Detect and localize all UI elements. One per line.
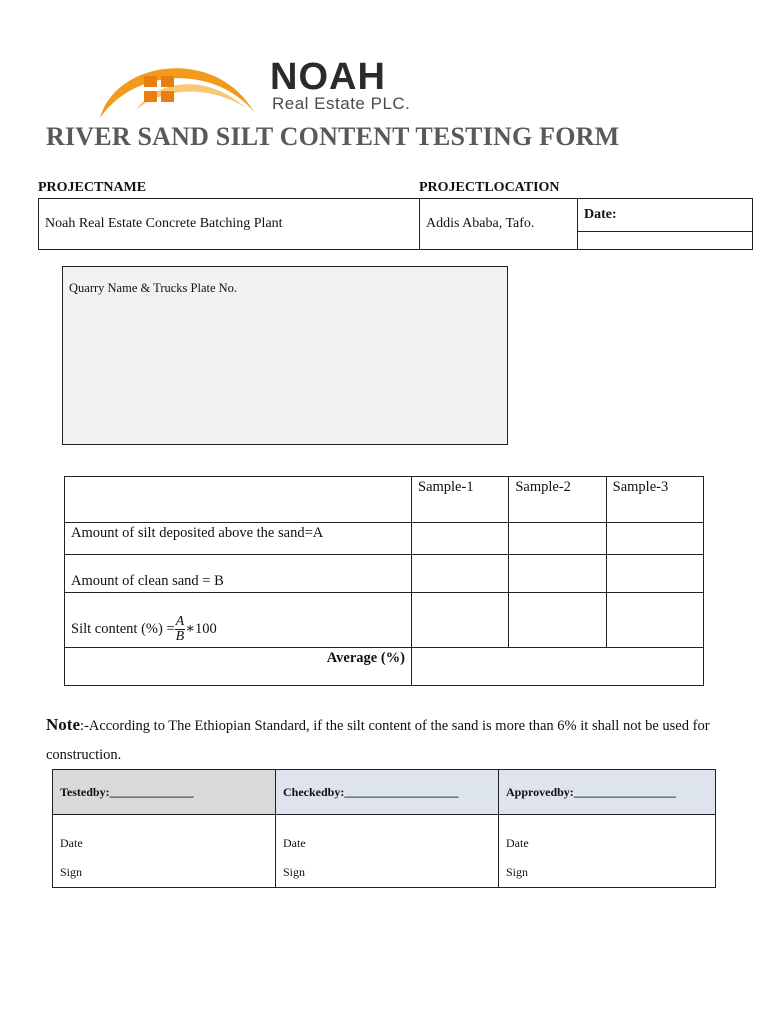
project-name-value[interactable]: Noah Real Estate Concrete Batching Plant [39, 199, 420, 250]
project-info-table [38, 198, 753, 250]
form-title: RIVER SAND SILT CONTENT TESTING FORM [46, 122, 620, 151]
project-name-label: PROJECTNAME [38, 180, 147, 195]
header-blank-cell [65, 477, 412, 523]
date-label: Date [283, 836, 306, 850]
average-value-cell[interactable] [412, 648, 704, 686]
quarry-label: Quarry Name & Trucks Plate No. [69, 281, 238, 295]
sample-cell[interactable] [509, 593, 606, 648]
approved-by-field[interactable]: Approvedby:_________________ [499, 770, 716, 815]
row-label-clean-sand: Amount of clean sand = B [65, 555, 412, 593]
note-paragraph [46, 710, 736, 770]
note-text: :-According to The Ethiopian Standard, if the silt content of the sand is more than 6% it shall not be used for construction. [46, 718, 710, 763]
date-label: Date [506, 836, 529, 850]
sample-cell[interactable] [509, 523, 606, 555]
sample-cell[interactable] [412, 523, 509, 555]
sample-cell[interactable] [509, 555, 606, 593]
silt-content-suffix: ∗100 [185, 620, 217, 637]
sample-cell[interactable] [606, 523, 703, 555]
sample-cell[interactable] [606, 593, 703, 648]
tested-by-details[interactable] [53, 815, 276, 888]
sample-cell[interactable] [606, 555, 703, 593]
average-label: Average (%) [65, 648, 412, 686]
sign-label: Sign [60, 865, 83, 879]
column-header: Sample-2 [509, 477, 606, 523]
sample-cell[interactable] [412, 555, 509, 593]
logo-wordmark: NOAH [270, 56, 386, 98]
quarry-box[interactable] [62, 266, 508, 445]
column-header: Sample-3 [606, 477, 703, 523]
date-field[interactable] [578, 232, 753, 250]
row-label-silt: Amount of silt deposited above the sand=A [65, 523, 412, 555]
sign-label: Sign [506, 865, 529, 879]
fraction-denominator: B [175, 629, 185, 644]
house-arc-logo-icon [96, 50, 256, 120]
approved-by-details[interactable] [499, 815, 716, 888]
logo-subtitle: Real Estate PLC. [272, 94, 411, 113]
note-heading: Note [46, 715, 80, 734]
silt-content-prefix: Silt content (%) = [71, 620, 175, 637]
date-label: Date: [578, 199, 753, 232]
sign-label: Sign [283, 865, 306, 879]
fraction-formula [175, 615, 186, 644]
signature-table [52, 769, 716, 888]
fraction-numerator: A [175, 614, 185, 629]
project-location-value[interactable]: Addis Ababa, Tafo. [420, 199, 578, 250]
row-label-silt-content [65, 593, 412, 648]
project-location-label: PROJECTLOCATION [419, 180, 560, 195]
sample-cell[interactable] [412, 593, 509, 648]
tested-by-field[interactable]: Testedby:______________ [53, 770, 276, 815]
company-logo [96, 50, 446, 120]
sample-table [64, 476, 704, 686]
checked-by-field[interactable]: Checkedby:___________________ [276, 770, 499, 815]
column-header: Sample-1 [412, 477, 509, 523]
date-label: Date [60, 836, 83, 850]
checked-by-details[interactable] [276, 815, 499, 888]
